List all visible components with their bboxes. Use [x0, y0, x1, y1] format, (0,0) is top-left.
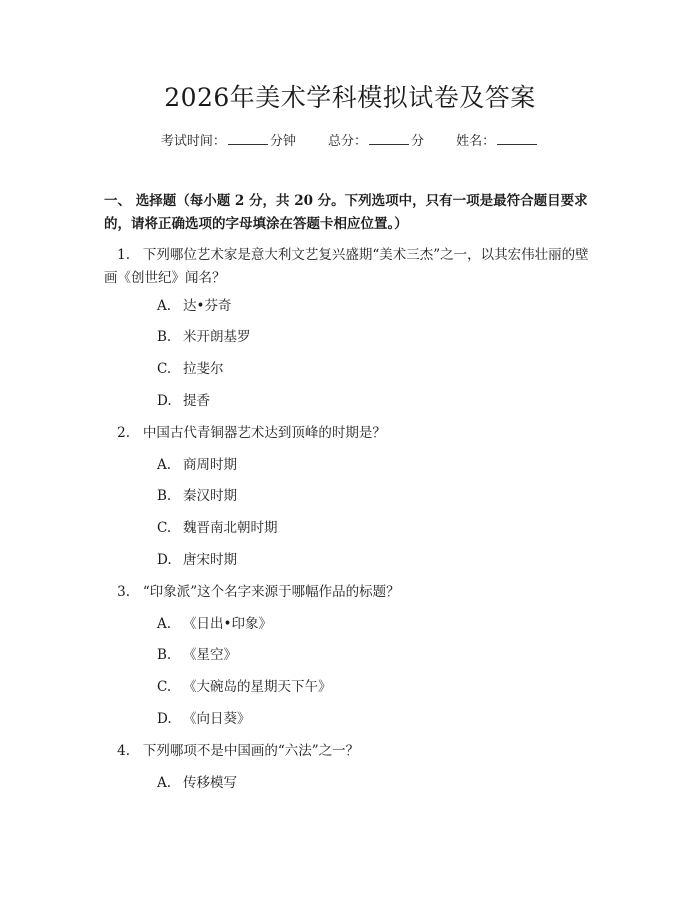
option-letter: A.	[157, 457, 172, 473]
option-text: 秦汉时期	[183, 488, 237, 504]
option-text: 拉斐尔	[183, 361, 224, 377]
option-3b	[157, 645, 237, 665]
option-1d	[157, 391, 210, 411]
question-4	[104, 740, 600, 763]
question-number: 4.	[117, 743, 130, 759]
option-2b	[157, 486, 237, 506]
page-title: 2026年美术学科模拟试卷及答案	[164, 83, 536, 112]
option-1a	[157, 296, 231, 316]
option-text: 米开朗基罗	[183, 329, 251, 345]
question-text: 下列哪项不是中国画的“六法”之一？	[142, 743, 360, 759]
option-2a	[157, 455, 237, 475]
option-3a	[157, 614, 272, 634]
option-text: 《日出•印象》	[183, 616, 272, 632]
option-letter: D.	[157, 711, 172, 727]
question-number: 3.	[117, 584, 130, 600]
question-1	[104, 244, 600, 290]
score-unit: 分	[411, 134, 425, 149]
option-text: 达•芬奇	[183, 298, 232, 314]
section-heading: 一、 选择题（每小题 2 分，共 20 分。下列选项中，只有一项是最符合题目要求的，请将正确选项的字母填涂在答题卡相应位置。）	[104, 193, 588, 232]
option-4a	[157, 773, 237, 793]
question-number: 2.	[117, 425, 130, 441]
option-text: 《星空》	[183, 647, 237, 663]
option-letter: D.	[157, 552, 172, 568]
option-3c	[157, 677, 332, 697]
time-unit: 分钟	[269, 134, 296, 149]
question-text: 中国古代青铜器艺术达到顶峰的时期是？	[142, 425, 386, 441]
option-text: 魏晋南北朝时期	[183, 520, 278, 536]
option-1b	[157, 327, 251, 347]
option-text: 《向日葵》	[183, 711, 251, 727]
option-1c	[157, 359, 224, 379]
option-text: 商周时期	[183, 457, 237, 473]
option-3d	[157, 709, 251, 729]
name-label: 姓名：	[456, 134, 496, 149]
option-letter: A.	[157, 298, 172, 314]
option-text: 传移模写	[183, 775, 237, 791]
time-label: 考试时间：	[160, 134, 226, 149]
option-2c	[157, 518, 278, 538]
exam-info-line	[0, 132, 700, 151]
question-2	[104, 422, 600, 445]
option-2d	[157, 550, 237, 570]
name-field	[456, 132, 539, 151]
option-letter: B.	[157, 329, 172, 345]
question-text: 下列哪位艺术家是意大利文艺复兴盛期“美术三杰”之一，以其宏伟壮丽的壁画《创世纪》闻名？	[104, 247, 589, 286]
option-letter: B.	[157, 647, 172, 663]
option-letter: B.	[157, 488, 172, 504]
score-field	[328, 132, 424, 151]
option-letter: C.	[157, 520, 172, 536]
option-text: 提香	[183, 393, 210, 409]
name-blank	[497, 132, 537, 145]
time-blank	[228, 132, 268, 145]
option-letter: C.	[157, 361, 172, 377]
option-text: 《大碗岛的星期天下午》	[183, 679, 332, 695]
question-text: “印象派”这个名字来源于哪幅作品的标题？	[142, 584, 400, 600]
option-letter: A.	[157, 616, 172, 632]
option-letter: C.	[157, 679, 172, 695]
option-letter: A.	[157, 775, 172, 791]
question-3	[104, 581, 600, 604]
question-number: 1.	[117, 247, 130, 263]
score-label: 总分：	[327, 134, 367, 149]
time-field	[161, 132, 296, 151]
score-blank	[369, 132, 409, 145]
option-text: 唐宋时期	[183, 552, 237, 568]
option-letter: D.	[157, 393, 172, 409]
